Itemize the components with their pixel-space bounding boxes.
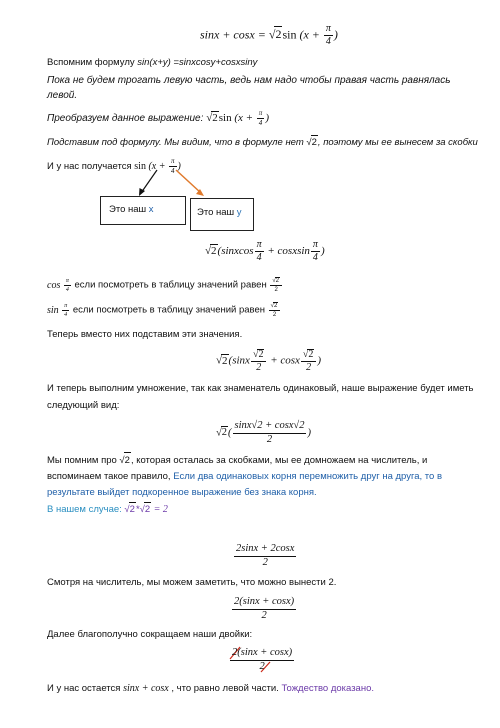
arrow-to-x <box>141 170 157 193</box>
values-formula: √2(sinx $\frac{√2}{2}$ + cosx $\frac{√2}{2}$ ) <box>216 349 322 373</box>
and-we-get-line: И у нас получается sin (x + $\frac{\pi}{4}$ ) <box>47 157 181 175</box>
fraction-step-3: $\frac{2(\sin x + \cos x)}{2}$ <box>232 647 293 672</box>
final-line: И у нас остается sinx + cosx , что равно левой части. Тождество доказано. <box>47 683 375 694</box>
title-formula: sinx + cosx = √2sin (x + $\frac{\pi}{4}$ ) <box>200 23 338 47</box>
substitute-values-line: Теперь вместо них подставим эти значения. <box>47 329 243 340</box>
sin-line: sin $\frac{\pi}{4}$ если посмотреть в таблицу значений равен $\frac{√2}{2}$ <box>47 302 281 318</box>
cancel-text: Далее благополучно сокращаем наши двойки: <box>47 629 253 640</box>
fraction-step-2: $\frac{2(\sin x + \cos x)}{2}$ <box>234 596 295 621</box>
factor-text: Смотря на числитель, мы можем заметить, что можно вынести 2. <box>47 577 337 588</box>
combined-formula: √2( $\frac{\sin x√2 + \cos x√2}{2}$ ) <box>216 420 311 445</box>
our-case-line: В нашем случае: √2*√2 = 2 <box>47 504 168 515</box>
cos-line: cos $\frac{\pi}{4}$ если посмотреть в таблицу значений равен $\frac{√2}{2}$ <box>47 277 283 293</box>
substitute-line: Подставим под формулу. Мы видим, что в формуле нет √2, поэтому мы ее вынесем за скобки <box>47 137 478 148</box>
arrow-to-y <box>176 170 201 193</box>
fraction-step-1: $\frac{2\sin x + 2\cos x}{2}$ <box>236 543 295 568</box>
remember-paragraph: Мы помним про √2, которая осталась за скобками, мы ее домножаем на числитель, и вспоминаем такое правило, Если два одинаковых корня перемножить друг на друга, то в результате выйдет подкоренное выражение без знака корня. <box>47 452 477 501</box>
box-y: Это наш y <box>190 198 254 231</box>
recall-line: Вспомним формулу sin(x+y) =sinxcosy+cosxsiny <box>47 57 258 68</box>
paragraph-left-side: Пока не будем трогать левую часть, ведь нам надо чтобы правая часть равнялась левой. <box>47 75 451 101</box>
expanded-formula: √2(sinxcos $\frac{\pi}{4}$ + cosxsin $\frac{\pi}{4}$ ) <box>205 239 325 263</box>
transform-line: Преобразуем данное выражение: √2sin (x + $\frac{\pi}{4}$ ) <box>47 109 269 127</box>
multiply-paragraph: И теперь выполним умножение, так как знаменатель одинаковый, наше выражение будет иметь следующий вид: <box>47 383 474 411</box>
box-x: Это наш x <box>100 196 186 225</box>
